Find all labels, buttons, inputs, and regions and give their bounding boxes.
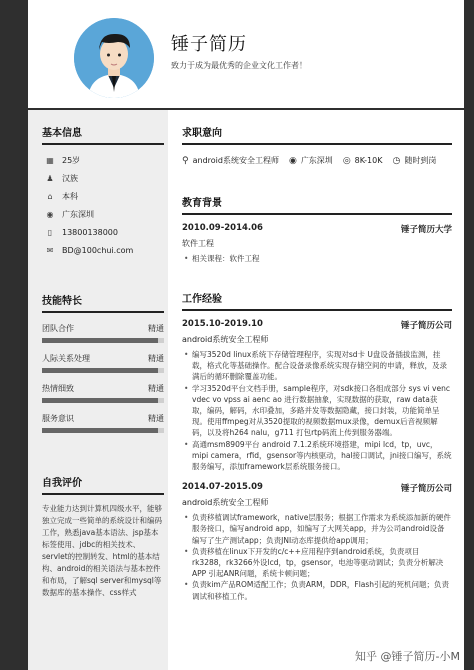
skill-bar-fill: [42, 428, 158, 433]
section-underline: [42, 311, 164, 313]
phone-icon: ▯: [47, 227, 53, 237]
location-pin-icon: ◉: [46, 209, 54, 219]
job-duty: • 高通msm8909平台 android 7.1.2系统环境搭建，mipi lcd，tp，uvc，mipi camera，rfid，gsensor等内核驱动，hal接口调试，jni接口编写，系统服务编写，添加framework层系统服务接口。: [182, 439, 452, 473]
avatar: [74, 18, 154, 98]
intent-salary-text: 8K-10K: [354, 156, 383, 165]
info-education-text: 本科: [62, 191, 78, 201]
skill-level: 精通: [148, 414, 164, 423]
skill-item: [42, 353, 164, 373]
education-course: • 相关课程：软件工程: [182, 253, 452, 264]
graduation-cap-icon: ⌂: [47, 191, 53, 201]
intent-location-text: 广东深圳: [300, 156, 333, 165]
education-entry-head: [182, 223, 452, 235]
job-intent-title: 求职意向: [182, 128, 222, 139]
skill-bar-fill: [42, 398, 158, 403]
basic-info-title: 基本信息: [42, 128, 82, 139]
right-column: [170, 110, 464, 670]
skill-item: [42, 413, 164, 433]
education-details: [182, 253, 452, 264]
intent-availability-text: 随时到岗: [404, 156, 437, 165]
skill-bar-fill: [42, 338, 158, 343]
resume-motto: 致力于成为最优秀的企业文化工作者！: [171, 61, 307, 70]
email-icon: ✉: [46, 245, 54, 255]
avatar-illustration: [74, 18, 154, 98]
section-underline: [42, 143, 164, 145]
basic-info-list: [42, 151, 164, 259]
salary-icon: ◎: [342, 155, 351, 166]
info-email: [42, 241, 164, 259]
skill-bar: [42, 338, 164, 343]
job-duties: [182, 349, 452, 472]
info-location-text: 广东深圳: [62, 209, 94, 219]
skill-name: 团队合作: [42, 324, 74, 333]
job-period: 2014.07-2015.09: [182, 482, 263, 493]
work-experience-title: 工作经验: [182, 294, 222, 305]
job-duty: • 负责移植调试framework，native层服务；根据工作需求为系统添加新的硬件服务接口，编写android app，如编写了大网关app，并为公司android设备编写了生产测试app；负责JNI动态库提供给app调用；: [182, 512, 452, 546]
intent-salary: [343, 156, 383, 166]
info-age-text: 25岁: [62, 155, 81, 165]
info-ethnicity-text: 汉族: [62, 173, 78, 183]
job-role: android系统安全工程师: [182, 335, 269, 344]
section-underline: [182, 143, 452, 145]
section-underline: [182, 309, 452, 311]
intent-location: [289, 155, 333, 166]
skills-section: [42, 292, 164, 433]
skills-title: 技能特长: [42, 296, 82, 307]
job-intent-section: [182, 124, 452, 166]
work-experience-section: [182, 290, 452, 602]
self-evaluation-title: 自我评价: [42, 478, 82, 489]
zhihu-watermark: 知乎 @锤子简历-小M: [355, 650, 460, 663]
skill-bar: [42, 428, 164, 433]
job-duty: • 负责kim产品ROM适配工作；负责ARM，DDR，Flash引起的死机问题；负责调试和移植工作。: [182, 579, 452, 601]
intent-position-text: android系统安全工程师: [192, 156, 279, 165]
info-age: [42, 151, 164, 169]
section-underline: [42, 493, 164, 495]
left-dark-border: [0, 0, 28, 670]
education-section: [182, 194, 452, 264]
location-pin-icon: ◉: [288, 155, 297, 166]
skill-name: 人际关系处理: [42, 354, 90, 363]
skill-level: 精通: [148, 354, 164, 363]
briefcase-icon: ⚲: [182, 155, 189, 166]
job-duty: • 负责移植在linux下开发的c/c++应用程序到android系统，负责项目rk3288，rk3266外设lcd，tp，gsensor，电池等驱动调试；负责分析解决APP 引起ANR问题，系统卡顿问题；: [182, 546, 452, 580]
info-location: [42, 205, 164, 223]
education-title: 教育背景: [182, 198, 222, 209]
job-company: 锤子简历公司: [400, 484, 452, 495]
job-intent-row: [182, 155, 452, 166]
education-school: 锤子简历大学: [400, 225, 452, 235]
education-period: 2010.09-2014.06: [182, 223, 263, 233]
intent-position: [182, 155, 279, 166]
skill-bar: [42, 398, 164, 403]
job-company: 锤子简历公司: [400, 321, 452, 331]
resume-header: [28, 0, 464, 108]
calendar-icon: ▦: [46, 155, 54, 165]
job-duty: • 编写3520d linux系统下存储管理程序，实现对sd卡 U盘设备插拔监测，挂载，格式化等基础操作。配合设备录像系统实现存储空间的申请，释放，及录满后的循环删除覆盖功能。: [182, 349, 452, 383]
info-ethnicity: [42, 169, 164, 187]
skill-item: [42, 383, 164, 403]
job-duty: • 学习3520d平台文档手册，sample程序，对sdk接口各组成部分 sys vi venc vdec vo vpss ai aenc ao 进行数据抽象，实现数据的获取，raw data获取，编码，解码，水印叠加，多路并发等数据隐藏，接口封装，功能简单呈现。使用ffmpeg对从3520提取的视频数据mux录像，demux后音视频解码，以及将h264 nalu，g711 打包rtp码流上传到服务器端。: [182, 383, 452, 439]
self-evaluation-section: [42, 474, 164, 599]
info-phone: [42, 223, 164, 241]
job-entry-head: [182, 482, 452, 494]
info-phone-text: 13800138000: [62, 227, 118, 237]
job-role: android系统安全工程师: [182, 498, 269, 508]
info-email-text: BD@100chui.com: [62, 245, 134, 255]
education-major: 软件工程: [182, 239, 214, 248]
skill-bar: [42, 368, 164, 373]
job-entry-head: [182, 319, 452, 331]
info-education: [42, 187, 164, 205]
section-underline: [182, 213, 452, 215]
basic-info-section: [42, 124, 164, 259]
skill-item: [42, 323, 164, 343]
skill-name: 服务意识: [42, 414, 74, 423]
job-period: 2015.10-2019.10: [182, 319, 263, 329]
skill-level: 精通: [148, 384, 164, 393]
skill-name: 热情细致: [42, 384, 74, 393]
person-icon: ♟: [46, 173, 54, 183]
clock-icon: ◷: [392, 155, 401, 166]
left-column: [28, 110, 168, 670]
skill-level: 精通: [148, 324, 164, 333]
resume-name: 锤子简历: [171, 34, 247, 55]
intent-availability: [392, 155, 436, 166]
right-dark-border: [464, 0, 474, 670]
skill-bar-fill: [42, 368, 158, 373]
job-duties: [182, 512, 452, 602]
self-evaluation-text: 专业能力达到计算机四级水平，能够独立完成一些简单的系统设计和编码工作，熟悉java基本语法、jsp基本标签使用、jdbc的相关技术、servlet的控制转发、html的基本结构、android的相关语法与基本控件和布局，了解sql server和mysql等数据库的基本操作、css样式: [42, 504, 162, 597]
